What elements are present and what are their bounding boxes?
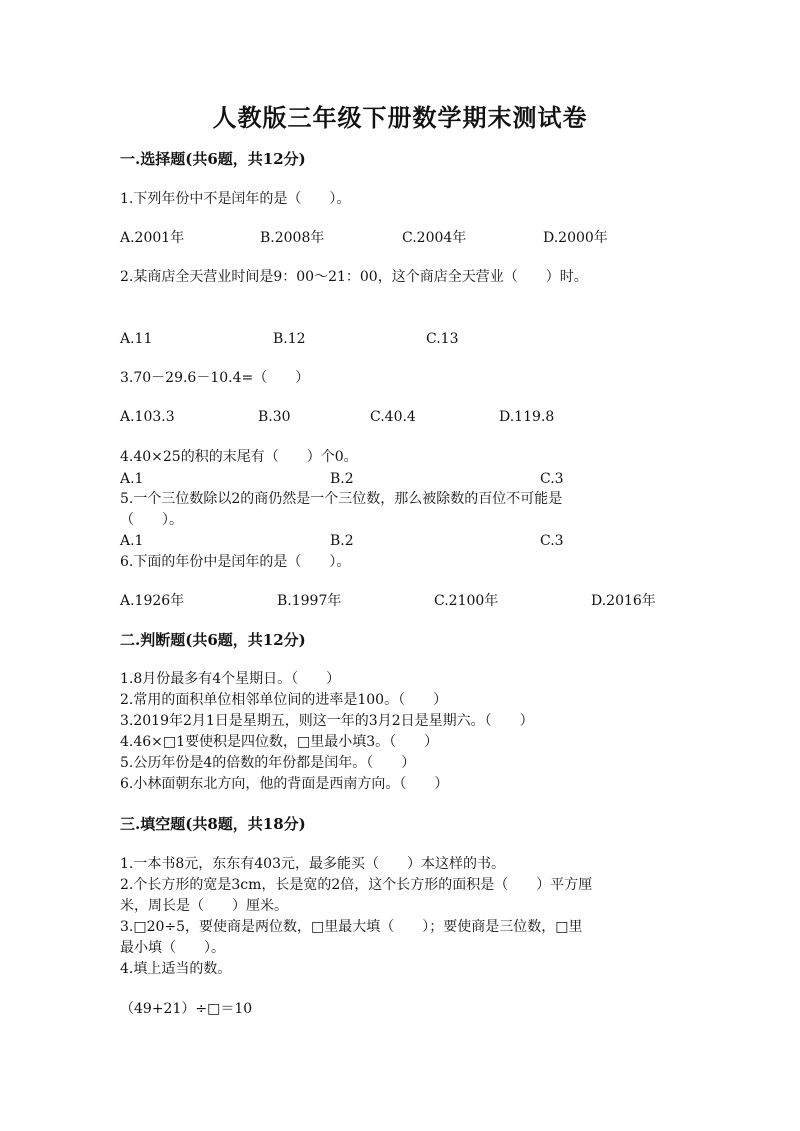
judgment-item: 4.46×□1要使积是四位数，□里最小填3。（ ） (120, 734, 439, 750)
fill-item: 1.一本书8元，东东有403元，最多能买（ ）本这样的书。 (120, 856, 505, 872)
question-text: 3.70－29.6－10.4=（ ） (120, 370, 310, 386)
question-text: 1.下列年份中不是闰年的是（ ）。 (120, 191, 351, 207)
option-c: C.40.4 (370, 409, 416, 425)
option-b: B.2008年 (260, 230, 325, 246)
equation: （49+21）÷□＝10 (120, 1001, 253, 1017)
option-a: A.2001年 (120, 230, 185, 246)
judgment-item: 6.小林面朝东北方向，他的背面是西南方向。（ ） (120, 776, 449, 792)
option-c: C.3 (540, 533, 564, 549)
question-text: 4.40×25的积的末尾有（ ）个0。 (120, 449, 358, 465)
option-b: B.1997年 (277, 593, 342, 609)
option-c: C.3 (540, 471, 564, 487)
judgment-item: 3.2019年2月1日是星期五，则这一年的3月2日是星期六。（ ） (120, 713, 534, 729)
option-b: B.30 (258, 409, 291, 425)
question-text: 2.某商店全天营业时间是9：00～21：00，这个商店全天营业（ ）时。 (120, 269, 588, 285)
option-d: D.2000年 (543, 230, 608, 246)
judgment-item: 5.公历年份是4的倍数的年份都是闰年。（ ） (120, 755, 416, 771)
option-a: A.1926年 (120, 593, 185, 609)
option-a: A.11 (120, 331, 153, 347)
section-heading-fill: 三.填空题(共8题，共18分) (120, 815, 306, 833)
option-c: C.2004年 (402, 230, 467, 246)
option-c: C.2100年 (434, 593, 499, 609)
fill-item: 3.□20÷5，要使商是两位数，□里最大填（ ）；要使商是三位数，□里 (120, 919, 583, 935)
option-a: A.1 (120, 471, 144, 487)
question-text: 6.下面的年份中是闰年的是（ ）。 (120, 554, 351, 570)
judgment-item: 2.常用的面积单位相邻单位间的进率是100。（ ） (120, 692, 448, 708)
fill-item: 4.填上适当的数。 (120, 961, 232, 977)
option-a: A.1 (120, 533, 144, 549)
option-b: B.12 (273, 331, 306, 347)
fill-item-continued: 最小填（ ）。 (120, 940, 225, 956)
option-b: B.2 (330, 471, 354, 487)
judgment-item: 1.8月份最多有4个星期日。（ ） (120, 671, 341, 687)
option-d: D.119.8 (499, 409, 555, 425)
option-a: A.103.3 (120, 409, 175, 425)
section-heading-judgment: 二.判断题(共6题，共12分) (120, 631, 306, 649)
option-d: D.2016年 (591, 593, 656, 609)
fill-item: 2.个长方形的宽是3cm，长是宽的2倍，这个长方形的面积是（ ）平方厘 (120, 877, 593, 893)
page-title: 人教版三年级下册数学期末测试卷 (212, 103, 588, 132)
fill-item-continued: 米，周长是（ ）厘米。 (120, 898, 288, 914)
question-text-continued: （ ）。 (120, 512, 183, 528)
section-heading-choice: 一.选择题(共6题，共12分) (120, 150, 306, 168)
question-text: 5.一个三位数除以2的商仍然是一个三位数，那么被除数的百位不可能是 (120, 491, 563, 507)
option-c: C.13 (426, 331, 459, 347)
option-b: B.2 (330, 533, 354, 549)
